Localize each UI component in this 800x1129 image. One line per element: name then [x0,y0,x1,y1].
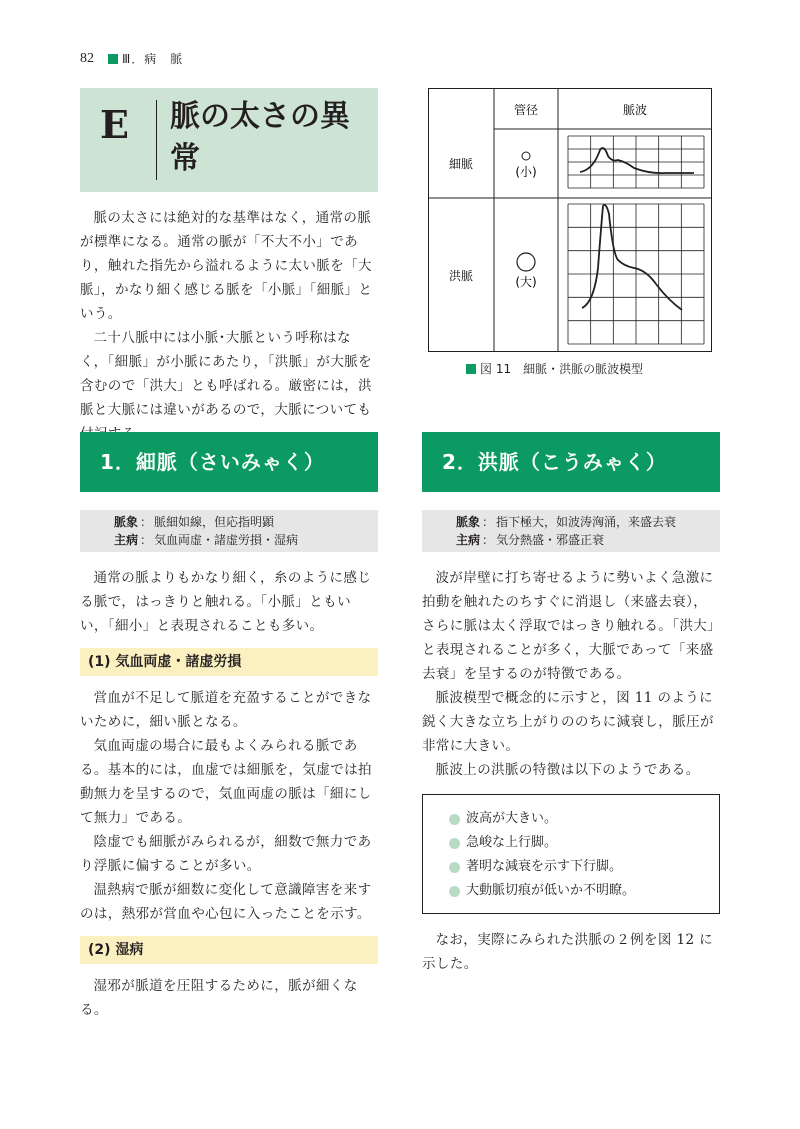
section-1-body [80,566,378,638]
small-vessel-circle [522,152,530,160]
section-2-info-box [422,510,720,552]
features-box [422,794,720,914]
running-header [80,50,183,67]
section-letter: E [100,102,129,147]
row-size-large: (大) [515,275,537,289]
row-label-thin: 細脈 [448,157,474,171]
col-header-wave: 脈波 [622,103,648,117]
body-paragraph: 陰虚でも細脈がみられるが，細数で無力であり浮脈に偏することが多い。 [80,834,372,874]
feature-item [449,807,719,831]
large-vessel-circle [517,253,535,271]
subheading-dampness: (2) 湿病 [80,936,378,964]
pulse-wave-figure [428,88,712,352]
info-separator: ： [139,533,152,547]
info-value: 脈細如線，但応指明顕 [154,515,275,529]
col-header-diameter: 管径 [513,103,539,117]
section-title-box [80,88,378,192]
intro-text [80,206,378,446]
body-paragraph: 営血が不足して脈道を充盈することができないために，細い脈となる。 [80,690,372,730]
feature-text: 波高が大きい。 [466,811,558,826]
section-2-body [422,566,720,782]
row-label-large: 洪脈 [448,269,474,283]
feature-text: 著明な減衰を示す下行脚。 [466,859,623,874]
figure-caption [466,360,643,377]
green-square-icon [108,54,118,64]
body-paragraph: 湿邪が脈道を圧阻するために，脈が細くなる。 [80,978,358,1018]
info-label: 主病 [455,533,480,547]
chapter-label: Ⅲ．病 脈 [122,52,184,66]
feature-item [449,855,719,879]
bullet-dot-icon [449,838,460,849]
info-label: 脈象 [455,515,480,529]
row-size-small: (小) [515,165,537,179]
body-paragraph: 脈波模型で概念的に示すと，図 11 のように鋭く大きな立ち上がりののちに減衰し，脈圧が非常に大きい。 [422,690,714,754]
body-paragraph: なお，実際にみられた洪脈の２例を図 12 に示した。 [422,932,714,972]
subheading-qi-blood: (1) 気血両虚・諸虚労損 [80,648,378,676]
body-paragraph: 気血両虚の場合に最もよくみられる脈である。基本的には，血虚では細脈を，気虚では拍動無力を呈するので，気血両虚の脈は「細にして無力」である。 [80,738,372,826]
subsection-2-body [80,974,378,1022]
body-paragraph: 温熱病で脈が細数に変化して意識障害を来すのは，熱邪が営血や心包に入ったことを示す。 [80,882,372,922]
intro-paragraph: 脈の太さには絶対的な基準はなく，通常の脈が標準になる。通常の脈が「不大不小」であり，触れた指先から溢れるように太い脈を「大脈」，かなり細く感じる脈を「小脈」「細脈」という。 [80,210,373,322]
info-label: 脈象 [113,515,138,529]
info-value: 気血両虚・諸虚労損・湿病 [154,533,299,547]
info-value: 気分熱盛・邪盛正衰 [496,533,605,547]
intro-paragraph: 二十八脈中には小脈･大脈という呼称はなく，「細脈」が小脈にあたり，「洪脈」が大脈を含むので「洪大」とも呼ばれる。厳密には，洪脈と大脈には違いがあるので，大脈についても [80,330,373,418]
thin-pulse-wave [580,148,694,173]
figure-frame [429,89,712,352]
green-square-icon [466,364,476,374]
feature-item [449,879,719,903]
title-divider [156,100,157,180]
figure-caption-text: 図 11 細脈・洪脈の脈波模型 [480,362,644,376]
body-paragraph: 通常の脈よりもかなり細く，糸のように感じる脈で，はっきりと触れる。「小脈」ともいい，「細小」と表現されることも多い。 [80,570,372,634]
section-2-closing [422,928,720,976]
info-label: 主病 [113,533,138,547]
bullet-dot-icon [449,814,460,825]
feature-text: 急峻な上行脚。 [466,835,558,850]
section-1-heading: 1．細脈（さいみゃく） [80,432,378,492]
section-title: 脈の太さの異常 [170,99,350,176]
info-separator: ： [139,515,152,529]
body-paragraph: 脈波上の洪脈の特徴は以下のようである。 [435,762,700,778]
bullet-dot-icon [449,886,460,897]
section-1-info-box [80,510,378,552]
feature-text: 大動脈切痕が低いか不明瞭。 [466,883,636,898]
info-value: 指下極大，如波涛洶涌，来盛去衰 [496,515,677,529]
bullet-dot-icon [449,862,460,873]
section-2-heading: 2．洪脈（こうみゃく） [422,432,720,492]
info-separator: ： [481,533,494,547]
body-paragraph: 波が岸壁に打ち寄せるように勢いよく急激に拍動を触れたのちすぐに消退し（来盛去衰），さらに脈は太く浮取ではっきり触れる。「洪大」と表現されることが多く，大脈であって「来盛去衰」を呈するのが特徴である。 [422,570,715,682]
info-separator: ： [481,515,494,529]
subsection-1-body [80,686,378,926]
feature-item [449,831,719,855]
page-number: 82 [80,50,94,66]
large-pulse-wave [582,205,682,310]
